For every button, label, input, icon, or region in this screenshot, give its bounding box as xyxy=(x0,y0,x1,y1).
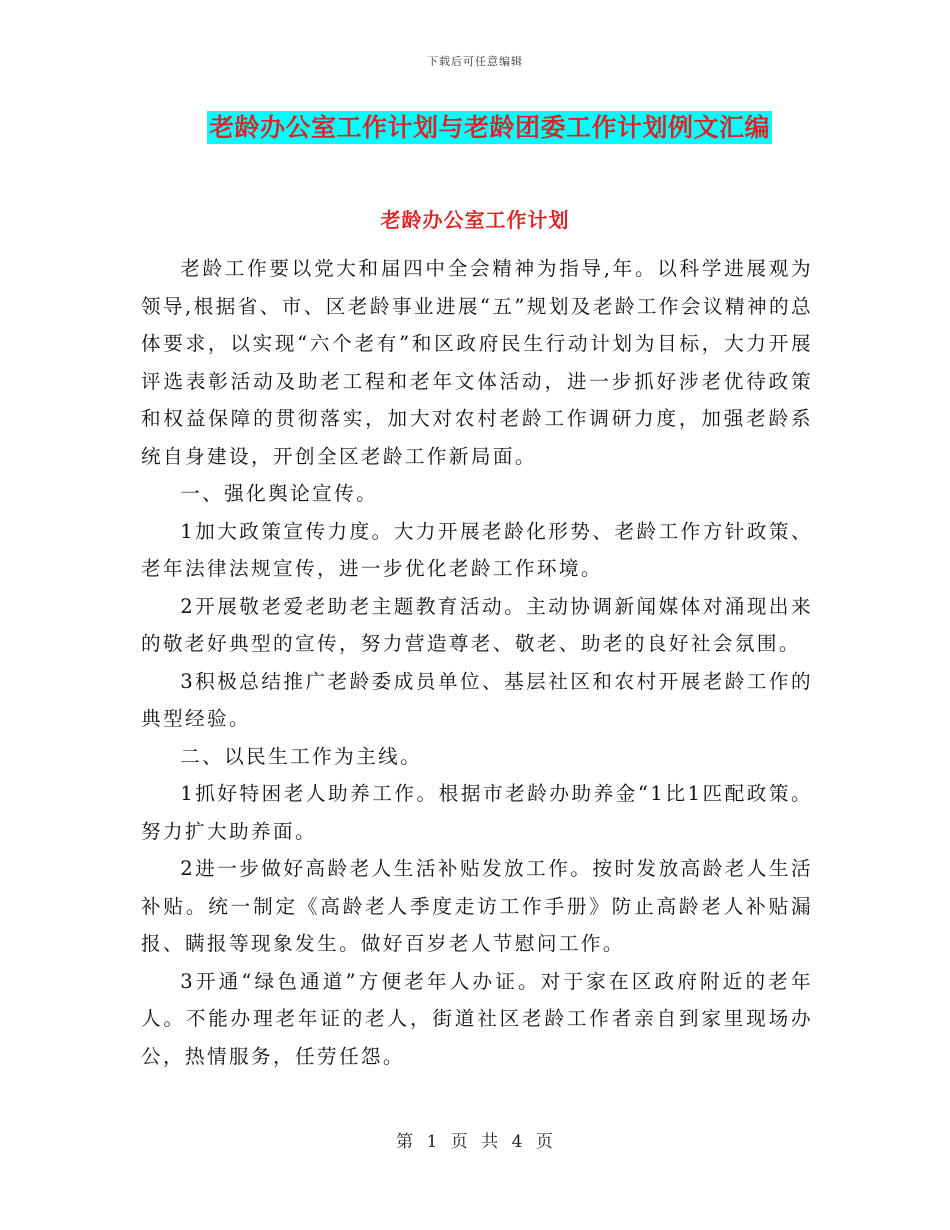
document-body xyxy=(141,250,813,1075)
heading-publicity: 一、强化舆论宣传。 xyxy=(180,482,379,505)
paragraph-respect-elderly: 2开展敬老爱老助老主题教育活动。主动协调新闻媒体对涌现出来的敬老好典型的宣传，努力营造尊老、敬老、助老的良好社会氛围。 xyxy=(141,594,813,655)
page-footer: 第 1 页 共 4 页 xyxy=(396,1132,554,1152)
paragraph-experience: 3积极总结推广老龄委成员单位、基层社区和农村开展老龄工作的典型经验。 xyxy=(141,669,813,730)
header-note: 下载后可任意编辑 xyxy=(427,55,523,68)
section-title: 老龄办公室工作计划 xyxy=(380,208,570,232)
paragraph-green-channel: 3开通“绿色通道”方便老年人办证。对于家在区政府附近的老年人。不能办理老年证的老人，街道社区老龄工作者亲自到家里现场办公，热情服务，任劳任怨。 xyxy=(141,969,813,1068)
document-title: 老龄办公室工作计划与老龄团委工作计划例文汇编 xyxy=(209,113,771,142)
paragraph-support: 1抓好特困老人助养工作。根据市老龄办助养金“1比1匹配政策。努力扩大助养面。 xyxy=(141,782,813,843)
paragraph-policy-publicity: 1加大政策宣传力度。大力开展老龄化形势、老龄工作方针政策、老年法律法规宣传，进一步优化老龄工作环境。 xyxy=(141,519,813,580)
paragraph-subsidy: 2进一步做好高龄老人生活补贴发放工作。按时发放高龄老人生活补贴。统一制定《高龄老人季度走访工作手册》防止高龄老人补贴漏报、瞒报等现象发生。做好百岁老人节慰问工作。 xyxy=(141,857,813,955)
intro-paragraph: 老龄工作要以党大和届四中全会精神为指导,年。以科学进展观为领导,根据省、市、区老龄事业进展“五”规划及老龄工作会议精神的总体要求，以实现“六个老有”和区政府民生行动计划为目标，大力开展评选表彰活动及助老工程和老年文体活动，进一步抓好涉老优待政策和权益保障的贯彻落实，加大对农村老龄工作调研力度，加强老龄系统自身建设，开创全区老龄工作新局面。 xyxy=(141,257,813,468)
heading-livelihood: 二、以民生工作为主线。 xyxy=(180,744,423,768)
